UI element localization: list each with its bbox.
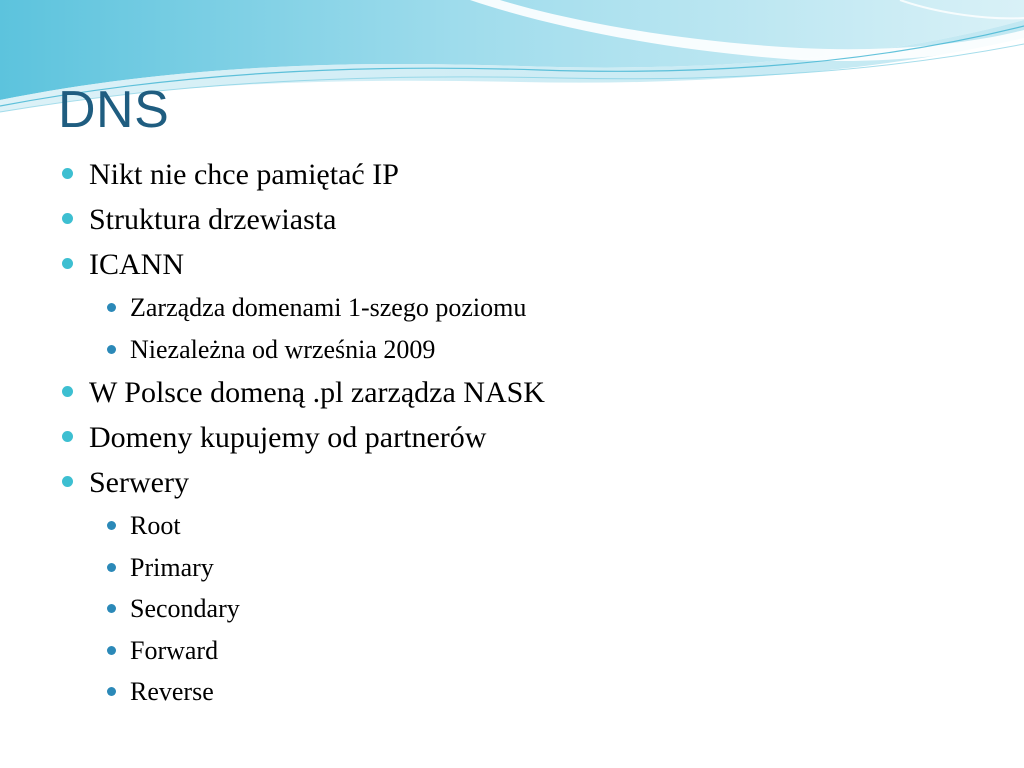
bullet-dot-icon xyxy=(107,687,116,696)
bullet-dot-icon xyxy=(107,646,116,655)
bullet-dot-icon xyxy=(107,303,116,312)
bullet-text: Serwery xyxy=(89,466,189,499)
bullet-text: Niezależna od września 2009 xyxy=(130,334,436,364)
bullet-text: Root xyxy=(130,511,181,540)
bullet-text: W Polsce domeną .pl zarządza NASK xyxy=(89,376,545,409)
bullet-text: Struktura drzewiasta xyxy=(89,203,337,236)
bullet-text: Forward xyxy=(130,635,219,665)
sub-bullet-item xyxy=(60,505,1000,547)
bullet-text: Nikt nie chce pamiętać IP xyxy=(89,158,399,191)
bullet-text: Reverse xyxy=(130,677,214,706)
sub-bullet-item xyxy=(60,547,1000,589)
bullet-item xyxy=(60,197,1000,242)
bullet-text: Secondary xyxy=(130,594,240,623)
bullet-text: Zarządza domenami 1-szego poziomu xyxy=(130,293,527,322)
bullet-dot-icon xyxy=(62,476,73,487)
bullet-list xyxy=(60,152,1000,713)
sub-bullet-item xyxy=(60,588,1000,630)
bullet-dot-icon xyxy=(62,168,73,179)
bullet-item xyxy=(60,460,1000,505)
bullet-text: ICANN xyxy=(89,248,184,281)
sub-bullet-item xyxy=(60,329,1000,371)
slide-title: DNS xyxy=(58,81,170,139)
bullet-dot-icon xyxy=(107,521,116,530)
bullet-dot-icon xyxy=(62,213,73,224)
bullet-dot-icon xyxy=(107,345,116,354)
bullet-item xyxy=(60,370,1000,415)
bullet-dot-icon xyxy=(107,563,116,572)
sub-bullet-item xyxy=(60,630,1000,672)
bullet-dot-icon xyxy=(62,258,73,269)
bullet-dot-icon xyxy=(107,604,116,613)
sub-bullet-item xyxy=(60,671,1000,713)
bullet-item xyxy=(60,415,1000,460)
sub-bullet-item xyxy=(60,287,1000,329)
bullet-dot-icon xyxy=(62,386,73,397)
bullet-text: Domeny kupujemy od partnerów xyxy=(89,421,487,454)
bullet-dot-icon xyxy=(62,431,73,442)
bullet-item xyxy=(60,152,1000,197)
bullet-item xyxy=(60,242,1000,287)
bullet-text: Primary xyxy=(130,552,214,582)
